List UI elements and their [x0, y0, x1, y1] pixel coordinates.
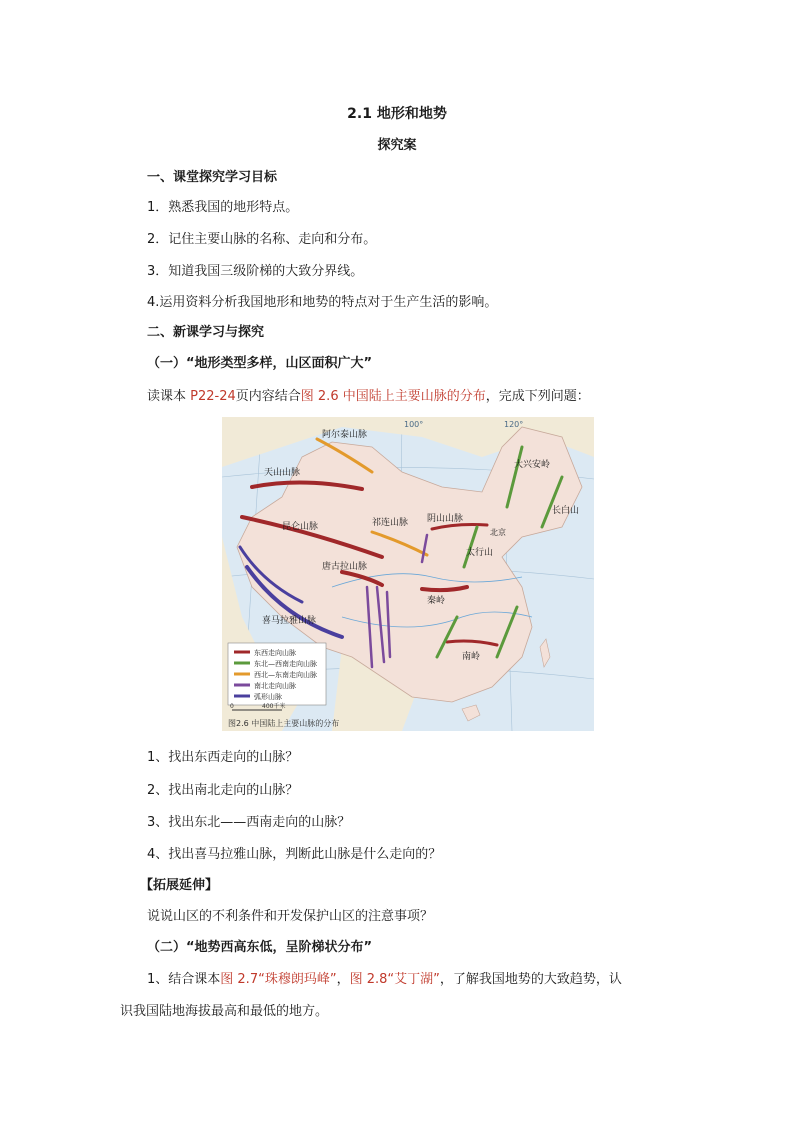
goal-4: 4.运用资料分析我国地形和地势的特点对于生产生活的影响。 [147, 295, 498, 310]
last-paragraph-line2: 识我国陆地海拔最高和最低的地方。 [120, 1004, 329, 1019]
question-4: 4、找出喜马拉雅山脉，判断此山脉是什么走向的？ [147, 847, 442, 862]
label-kunlun: 昆仑山脉 [282, 522, 319, 532]
label-taihang: 太行山 [466, 548, 494, 558]
legend-item-4: 弧形山脉 [254, 693, 282, 701]
china-mountains-map [222, 417, 594, 731]
read-suffix: ，完成下列问题： [485, 389, 590, 404]
extend-text: 说说山区的不利条件和开发保护山区的注意事项？ [147, 909, 434, 924]
question-3: 3、找出东北——西南走向的山脉？ [147, 815, 351, 830]
extend-heading: 【拓展延伸】 [140, 878, 219, 893]
lon-label-120: 120° [504, 420, 524, 429]
label-himalaya: 喜马拉雅山脉 [262, 616, 317, 626]
legend-item-3: 南北走向山脉 [254, 682, 296, 690]
read-instruction [147, 385, 590, 404]
legend-item-0: 东西走向山脉 [254, 649, 296, 657]
label-beijing: 北京 [490, 528, 506, 537]
doc-title: 2.1 地形和地势 [347, 106, 447, 122]
part2-heading: （二）“地势西高东低，呈阶梯状分布” [147, 940, 373, 955]
label-qilian: 祁连山脉 [372, 518, 409, 528]
map-legend [228, 643, 326, 705]
last-red1: 图 2.7“珠穆朗玛峰” [220, 972, 337, 987]
last-p3: ，了解我国地势的大致趋势，认 [439, 972, 622, 987]
label-yinshan: 阴山山脉 [427, 514, 464, 524]
scale-zero: 0 [230, 703, 234, 710]
read-fig: 图 2.6 中国陆上主要山脉的分布 [300, 389, 486, 404]
goal-2: 2．记住主要山脉的名称、走向和分布。 [147, 232, 377, 247]
last-p2: ， [336, 972, 350, 987]
lon-label-100: 100° [404, 420, 424, 429]
legend-item-1: 东北—西南走向山脉 [254, 660, 317, 668]
question-1: 1、找出东西走向的山脉？ [147, 750, 299, 765]
scale-label: 400千米 [262, 703, 286, 710]
question-2: 2、找出南北走向的山脉？ [147, 783, 299, 798]
last-p1: 1、结合课本 [147, 972, 221, 987]
part1-heading: （一）“地形类型多样，山区面积广大” [147, 356, 373, 371]
read-ref: P22-24 [190, 389, 236, 404]
label-nanling: 南岭 [462, 652, 481, 662]
label-tanggula: 唐古拉山脉 [322, 562, 368, 572]
doc-subtitle: 探究案 [377, 138, 417, 153]
last-red2: 图 2.8“艾丁湖” [349, 972, 440, 987]
legend-item-2: 西北—东南走向山脉 [254, 671, 317, 679]
label-daxinganling: 大兴安岭 [514, 460, 551, 470]
label-changbai: 长白山 [552, 506, 580, 516]
goal-3: 3．知道我国三级阶梯的大致分界线。 [147, 264, 364, 279]
section1-heading: 一、课堂探究学习目标 [147, 170, 278, 185]
label-tianshan: 天山山脉 [264, 468, 301, 478]
goal-1: 1．熟悉我国的地形特点。 [147, 200, 299, 215]
read-mid: 页内容结合 [235, 389, 301, 404]
label-aertai: 阿尔泰山脉 [322, 430, 368, 440]
label-qinling: 秦岭 [427, 596, 446, 606]
last-paragraph-line1 [147, 968, 622, 987]
map-caption: 图2.6 中国陆上主要山脉的分布 [228, 719, 340, 728]
read-prefix: 读课本 [147, 389, 191, 404]
section2-heading: 二、新课学习与探究 [147, 325, 265, 340]
